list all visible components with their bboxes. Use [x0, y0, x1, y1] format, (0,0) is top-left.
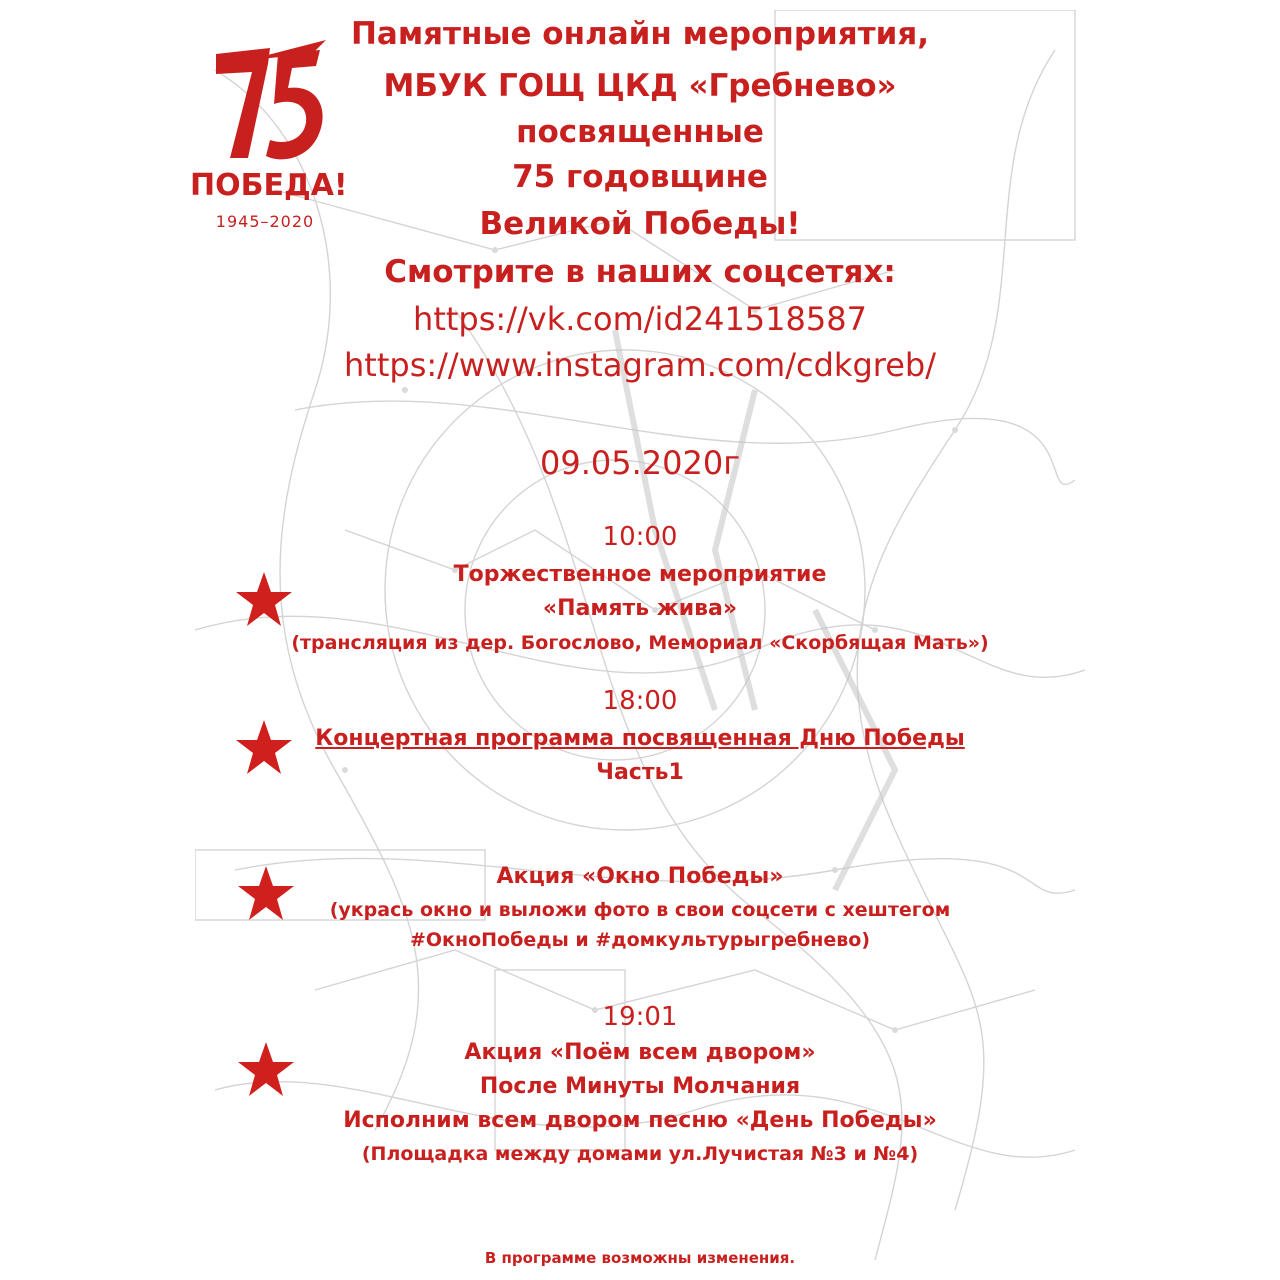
header-line-2: МБУК ГОЩ ЦКД «Гребнево» [383, 68, 897, 104]
event-date: 09.05.2020г [539, 444, 741, 482]
event-2-title [0, 726, 1280, 751]
header-line-5: Великой Победы! [479, 206, 801, 242]
event-3-title: Акция «Окно Победы» [496, 864, 784, 889]
instagram-link[interactable]: https://www.instagram.com/cdkgreb/ [344, 346, 936, 384]
event-4-title: Акция «Поём всем двором» [464, 1040, 816, 1065]
event-4-subtitle: После Минуты Молчания [479, 1074, 801, 1099]
logo-word: ПОБЕДА! [190, 168, 348, 203]
event-4-location: (Площадка между домами ул.Лучистая №3 и №4) [361, 1143, 919, 1165]
event-3-hashtags: #ОкноПобеды и #домкультурыгребнево) [409, 929, 871, 951]
event-2-time: 18:00 [602, 686, 678, 716]
header-line-1: Памятные онлайн мероприятия, [350, 16, 930, 52]
event-1-time: 10:00 [602, 522, 678, 552]
header-line-3: посвященные [516, 114, 764, 150]
event-1-note: (трансляция из дер. Богослово, Мемориал «Скорбящая Мать») [291, 632, 989, 654]
footer-note: В программе возможны изменения. [484, 1249, 796, 1267]
vk-link[interactable]: https://vk.com/id241518587 [413, 300, 867, 338]
event-4-song: Исполним всем двором песню «День Победы» [343, 1108, 937, 1133]
event-2-title-text: Концертная программа посвященная Дню Победы [315, 726, 965, 751]
logo-years: 1945–2020 [215, 212, 315, 231]
event-2-part: Часть1 [596, 760, 684, 785]
event-4-time: 19:01 [602, 1002, 678, 1032]
event-1-title: Торжественное мероприятие [453, 562, 827, 587]
event-1-subtitle: «Память жива» [542, 596, 738, 621]
header-line-4: 75 годовщине [512, 159, 768, 195]
header-line-6: Смотрите в наших соцсетях: [384, 254, 896, 290]
event-3-description: (укрась окно и выложи фото в свои соцсети с хештегом [329, 899, 951, 921]
logo-75-emblem [208, 40, 328, 170]
